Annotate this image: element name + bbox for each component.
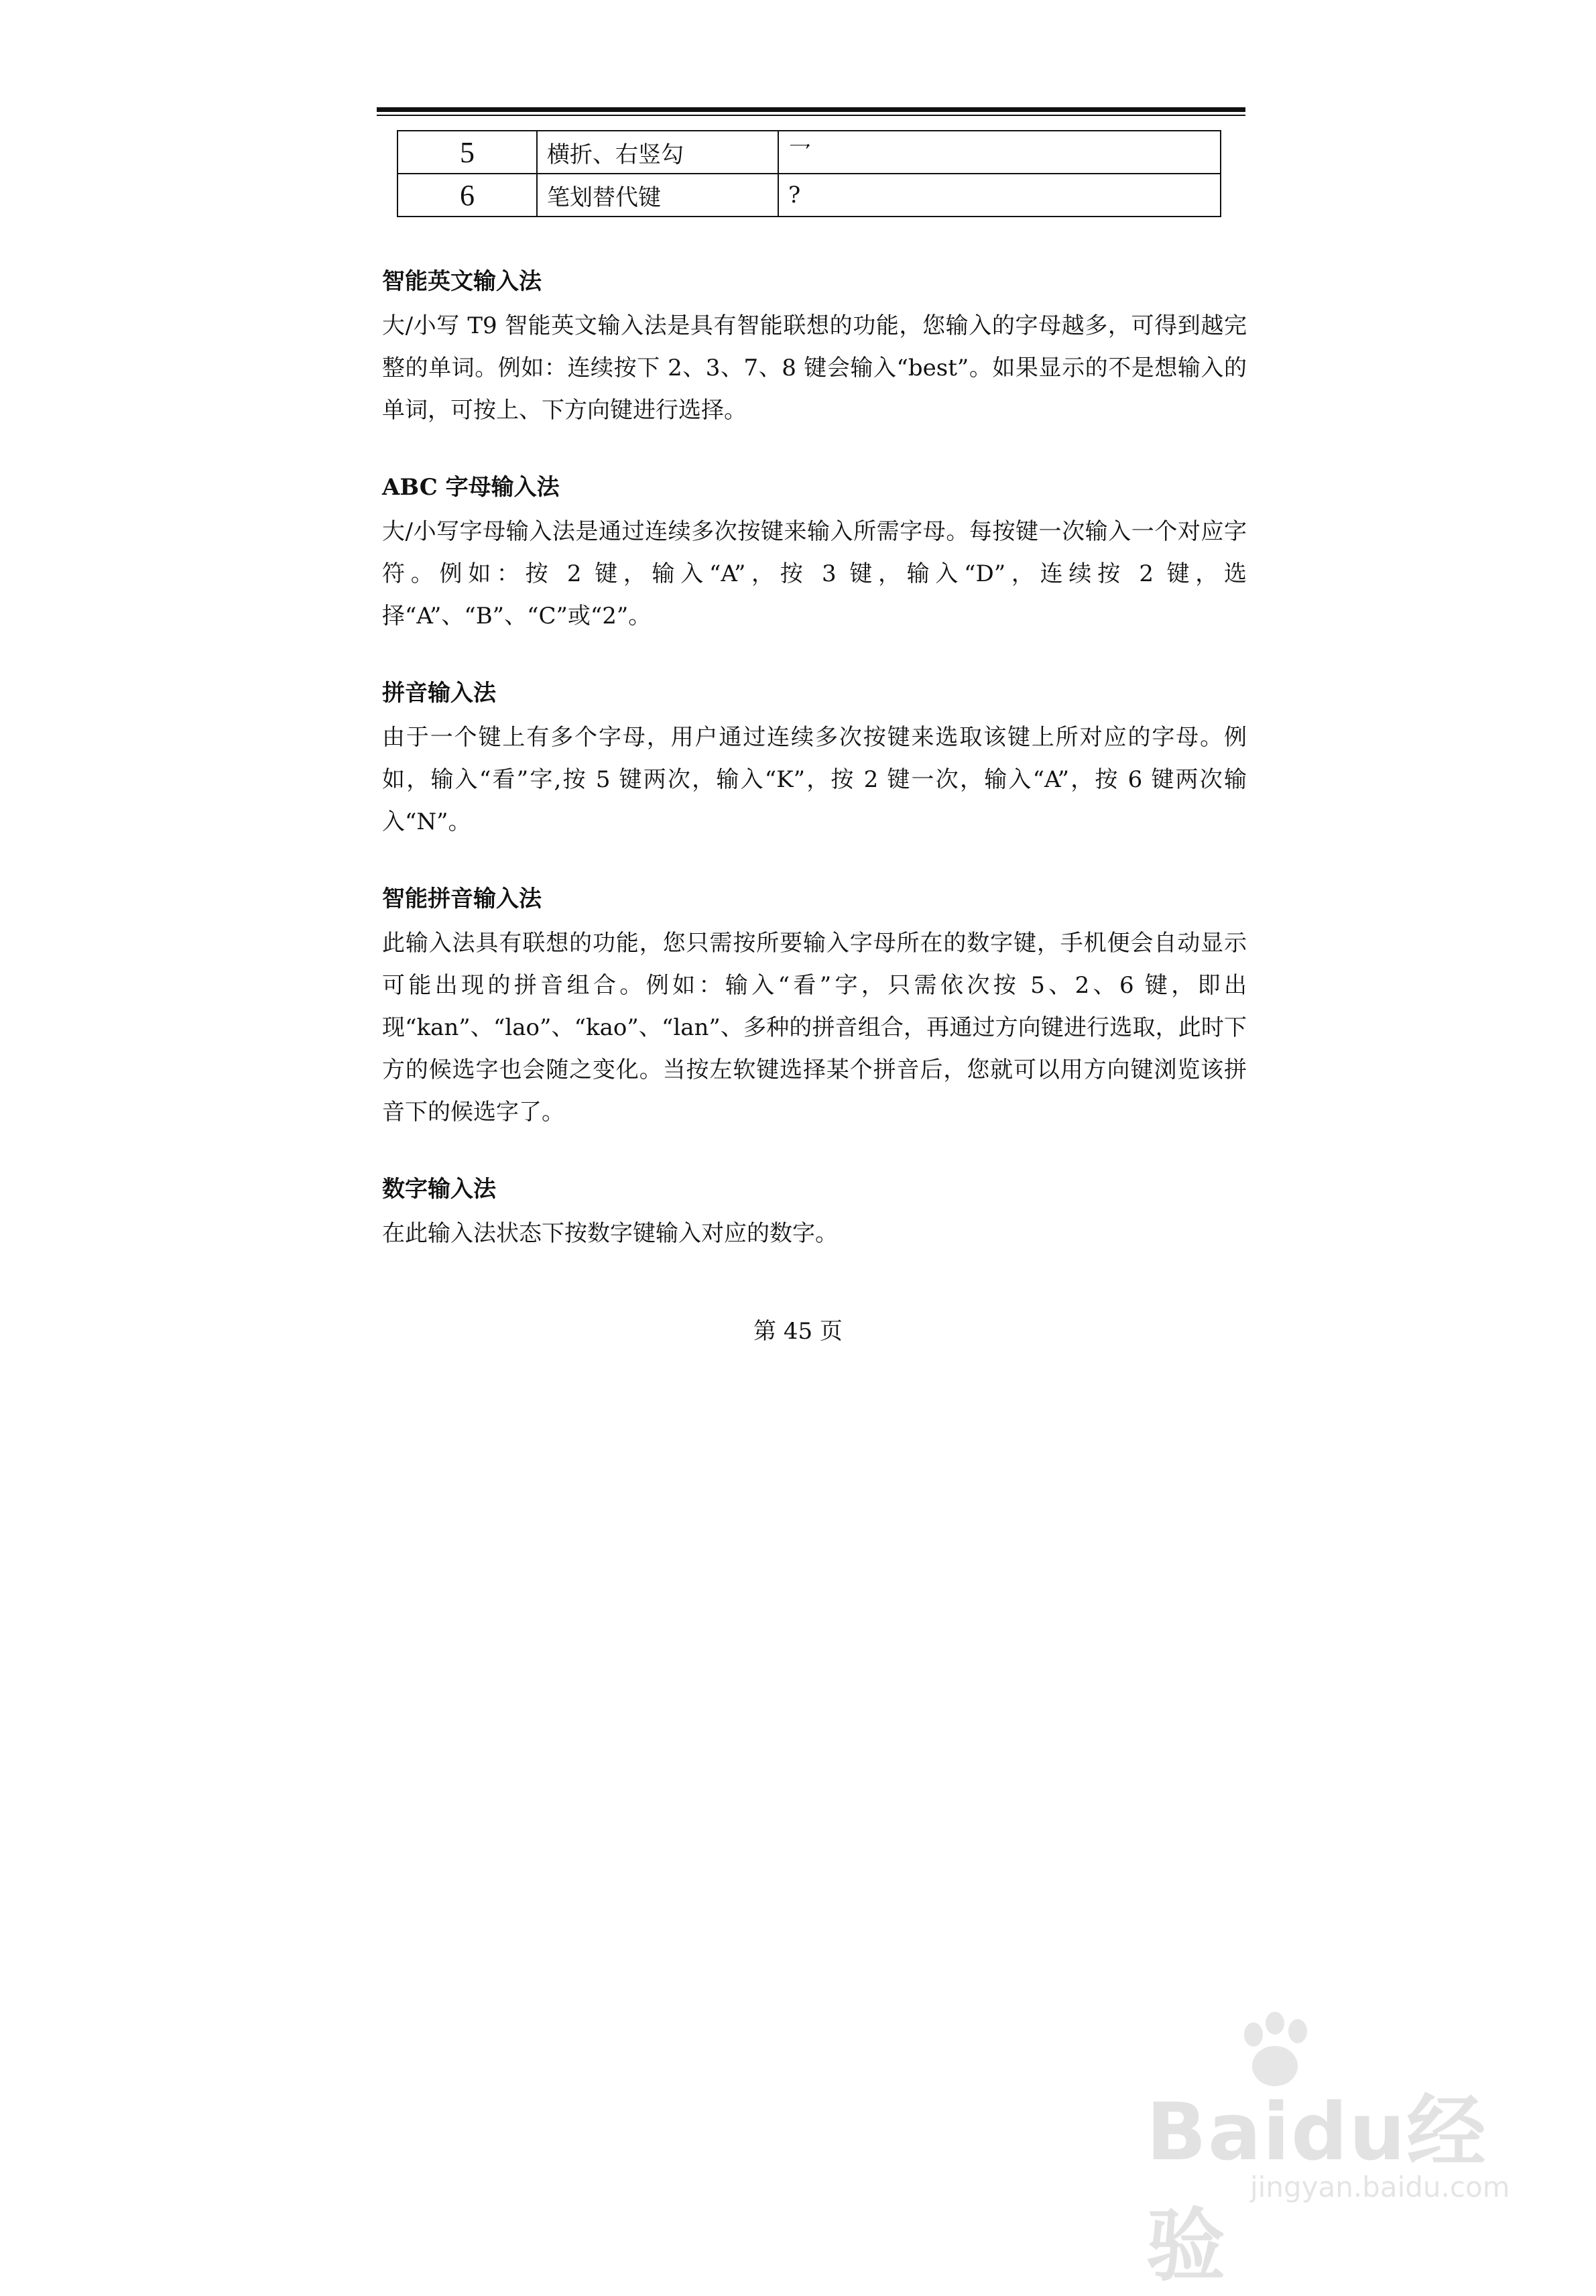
stroke-number: 6 [397,174,537,217]
section-body: 在此输入法状态下按数字键输入对应的数字。 [382,1220,838,1247]
section-pinyin [382,676,1247,843]
section-body: 此输入法具有联想的功能，您只需按所要输入字母所在的数字键，手机便会自动显示可能出现的拼音组合。例如：输入“看”字，只需依次按 5、2、6 键，即出现“kan”、“lao”、“kao”、“lan”、多种的拼音组合，再通过方向键进行选取，此时下方的候选字也会随之变化。当按左软键选择某个拼音后，您就可以用方向键浏览该拼音下的候选字了。 [382,930,1247,1126]
manual-content [382,265,1247,1294]
section-smart-english [382,265,1247,432]
stroke-key-table [397,130,1221,217]
table-row [397,174,1221,217]
header-rule [377,107,1245,112]
watermark-logo-text: Baidu经验 [1146,2086,1487,2292]
stroke-symbol: 乛 [778,131,1221,174]
section-title: 数字输入法 [382,1176,496,1203]
section-body: 由于一个键上有多个字母，用户通过连续多次按键来选取该键上所对应的字母。例如，输入“看”字,按 5 键两次，输入“K”，按 2 键一次，输入“A”，按 6 键两次输入“N”。 [382,724,1247,835]
section-title: 智能拼音输入法 [382,886,542,912]
stroke-symbol: ? [778,174,1221,217]
table-row [397,131,1221,174]
baidu-watermark [1099,2004,1542,2292]
stroke-name: 笔划替代键 [537,174,778,217]
section-abc [382,471,1247,638]
section-numeric [382,1172,1247,1255]
stroke-name: 横折、右竖勾 [537,131,778,174]
section-body: 大/小写字母输入法是通过连续多次按键来输入所需字母。每按键一次输入一个对应字符。例如：按 2 键，输入“A”，按 3 键，输入“D”，连续按 2 键，选择“A”、“B”、“C”或“2”。 [382,518,1247,629]
section-body: 大/小写 T9 智能英文输入法是具有智能联想的功能，您输入的字母越多，可得到越完整的单词。例如：连续按下 2、3、7、8 键会输入“best”。如果显示的不是想输入的单词，可按上、下方向键进行选择。 [382,312,1247,424]
watermark-url: jingyan.baidu.com [1250,2171,1510,2203]
page-number: 第 45 页 [753,1318,843,1345]
section-title: 智能英文输入法 [382,268,542,295]
stroke-number: 5 [397,131,537,174]
header-rule-secondary [377,115,1245,116]
section-smart-pinyin [382,882,1247,1134]
section-title: 拼音输入法 [382,680,496,707]
section-title: ABC 字母输入法 [382,474,560,501]
